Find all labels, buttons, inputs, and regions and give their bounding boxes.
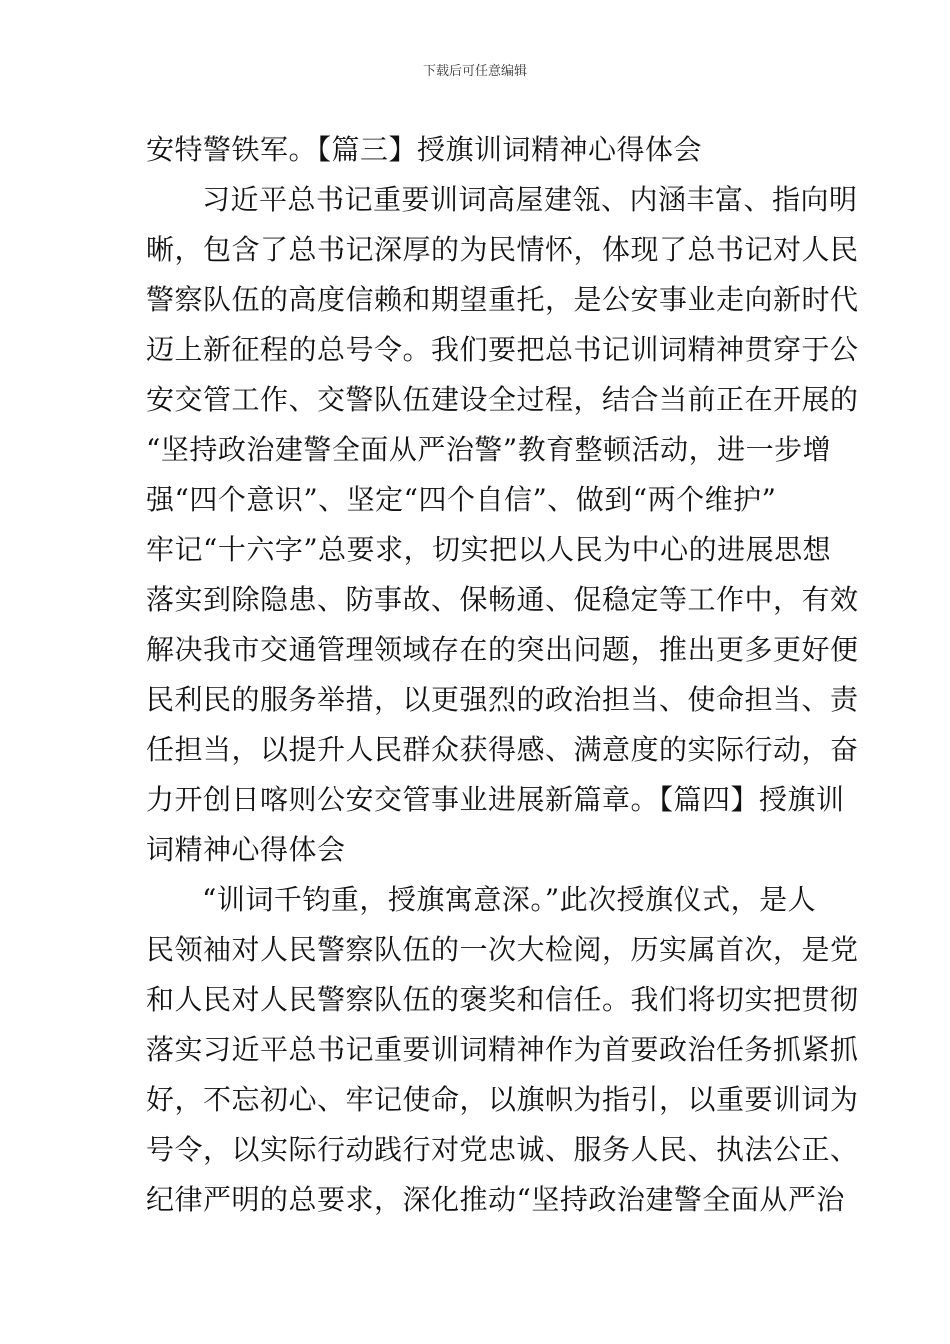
text-line: 词精神心得体会	[146, 833, 346, 866]
text-line: 落实到除隐患、防事故、保畅通、促稳定等工作中，有效	[146, 583, 859, 616]
text-line: “坚持政治建警全面从严治警”教育整顿活动，进一步增	[146, 433, 832, 466]
text-line: 纪律严明的总要求，深化推动“坚持政治建警全面从严治	[146, 1183, 845, 1216]
text-line: 强“四个意识”、坚定“四个自信”、做到“两个维护”	[146, 483, 777, 516]
text-line: 安特警铁军。【篇三】授旗训词精神心得体会	[146, 133, 703, 166]
paragraph-start-line: “训词千钧重，授旗寓意深。”此次授旗仪式，是人	[202, 883, 817, 916]
text-line: 力开创日喀则公安交管事业进展新篇章。【篇四】授旗训	[146, 783, 845, 816]
text-line: 和人民对人民警察队伍的褒奖和信任。我们将切实把贯彻	[146, 983, 859, 1016]
text-line: 民领袖对人民警察队伍的一次大检阅，历实属首次，是党	[146, 933, 859, 966]
text-line: 安交管工作、交警队伍建设全过程，结合当前正在开展的	[146, 383, 859, 416]
text-line: 警察队伍的高度信赖和期望重托，是公安事业走向新时代	[146, 283, 859, 316]
text-line: 晰，包含了总书记深厚的为民情怀，体现了总书记对人民	[146, 233, 859, 266]
document-body	[146, 125, 859, 1225]
page-header: 下载后可任意编辑	[422, 64, 527, 79]
text-line: 号令，以实际行动践行对党忠诚、服务人民、执法公正、	[146, 1133, 859, 1166]
text-line: 任担当，以提升人民群众获得感、满意度的实际行动，奋	[146, 733, 859, 766]
text-line: 好，不忘初心、牢记使命，以旗帜为指引，以重要训词为	[146, 1083, 859, 1116]
text-line: 民利民的服务举措，以更强烈的政治担当、使命担当、责	[146, 683, 859, 716]
text-line: 迈上新征程的总号令。我们要把总书记训词精神贯穿于公	[146, 333, 859, 366]
paragraph-start-line: 习近平总书记重要训词高屋建瓴、内涵丰富、指向明	[202, 183, 858, 216]
text-line: 牢记“十六字”总要求，切实把以人民为中心的进展思想	[146, 533, 832, 566]
text-line: 落实习近平总书记重要训词精神作为首要政治任务抓紧抓	[146, 1033, 859, 1066]
text-line: 解决我市交通管理领域存在的突出问题，推出更多更好便	[146, 633, 859, 666]
